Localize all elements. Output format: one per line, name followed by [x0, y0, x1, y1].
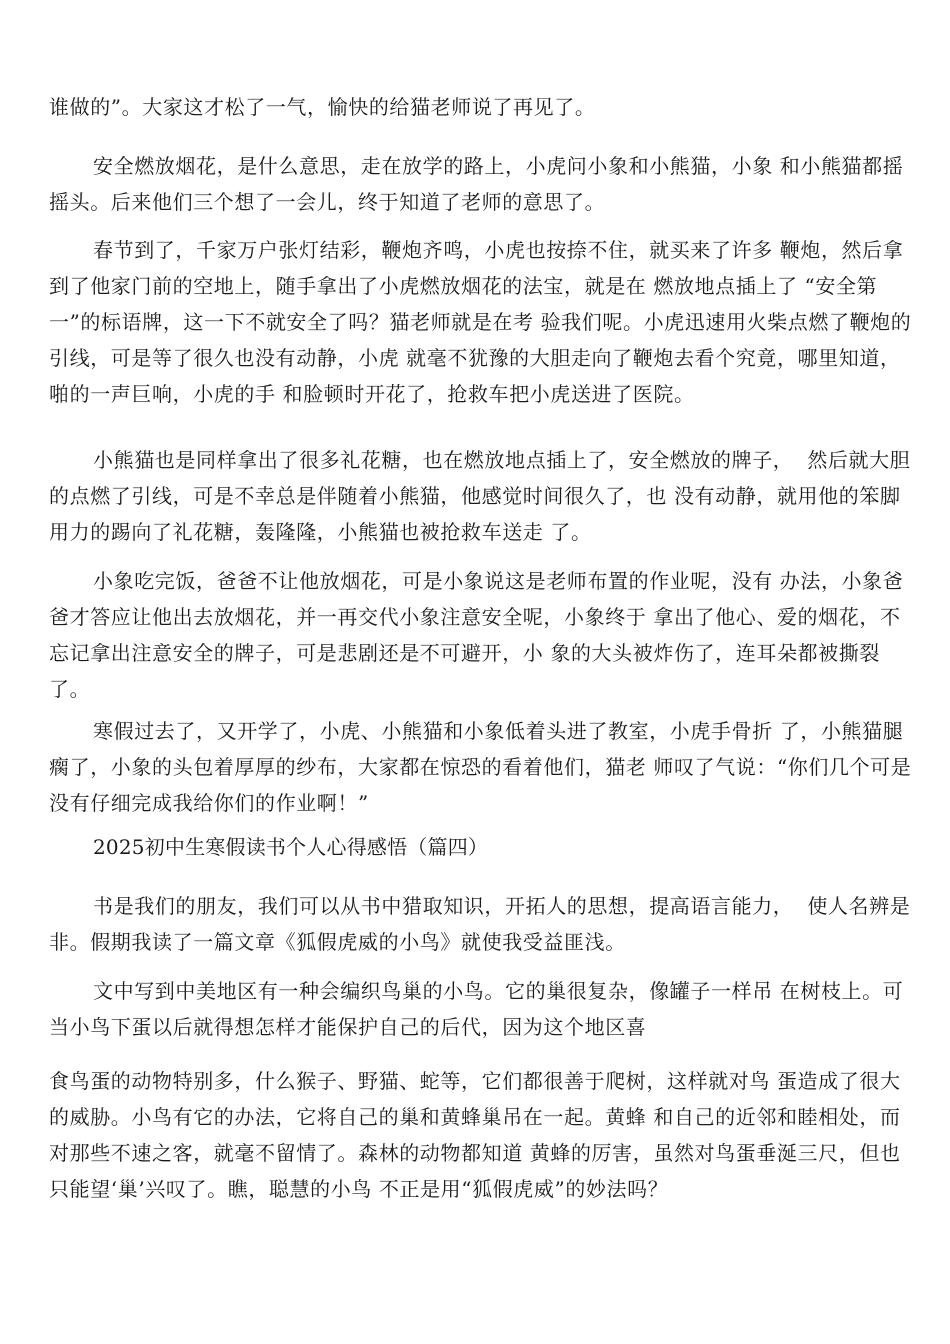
paragraph-1: 谁做的”。大家这才松了一气，愉快的给猫老师说了再见了。 [49, 95, 596, 119]
paragraph-5: 小象吃完饭，爸爸不让他放烟花，可是小象说这是老师布置的作业呢，没有 办法，小象爸爸才答应让他出去放烟花，并一再交代小象注意安全呢，小象终于 拿出了他心、爱的烟花，不忘记拿出注意安全的牌子，可是悲剧还是不可避开，小 象的大头被炸伤了，连耳朵都被撕裂了。 [49, 569, 904, 701]
paragraph-2: 安全燃放烟花，是什么意思，走在放学的路上，小虎问小象和小熊猫，小象 和小熊猫都摇摇头。后来他们三个想了一会儿，终于知道了老师的意思了。 [49, 154, 904, 214]
paragraph-block-3 [49, 232, 915, 412]
paragraph-continuation [49, 89, 915, 125]
paragraph-3: 春节到了，千家万户张灯结彩，鞭炮齐鸣，小虎也按捺不住，就买来了许多 鞭炮，然后拿到了他家门前的空地上，随手拿出了小虎燃放烟花的法宝，就是在 燃放地点插上了 “安全第一”的标语牌，这一下不就安全了吗？猫老师就是在考 验我们呢。小虎迅速用火柴点燃了鞭炮的引线，可是等了很久也没有动静，小虎 就毫不犹豫的大胆走向了鞭炮去看个究竟，哪里知道，啪的一声巨响，小虎的手 和脸顿时开花了，抢救车把小虎送进了医院。 [49, 238, 912, 406]
paragraph-9: 文中写到中美地区有一种会编织鸟巢的小鸟。它的巢很复杂，像罐子一样吊 在树枝上。可当小鸟下蛋以后就得想怎样才能保护自己的后代，因为这个地区喜 [49, 979, 904, 1039]
paragraph-block-6 [49, 713, 915, 821]
paragraph-6: 寒假过去了，又开学了，小虎、小熊猫和小象低着头进了教室，小虎手骨折 了，小熊猫腿瘸了，小象的头包着厚厚的纱布，大家都在惊恐的看着他们，猫老 师叹了气说：“你们几个可是没有仔细完成我给你们的作业啊！” [49, 719, 912, 815]
paragraph-block-8 [49, 888, 915, 960]
paragraph-block-9 [49, 973, 915, 1045]
paragraph-4: 小熊猫也是同样拿出了很多礼花糖，也在燃放地点插上了，安全燃放的牌子， 然后就大胆的点燃了引线，可是不幸总是伴随着小熊猫，他感觉时间很久了，也 没有动静，就用他的笨脚用力的踢向了礼花糖，轰隆隆，小熊猫也被抢救车送走 了。 [49, 448, 911, 544]
paragraph-block-2 [49, 148, 915, 220]
paragraph-8: 书是我们的朋友，我们可以从书中猎取知识，开拓人的思想，提高语言能力， 使人名辨是非。假期我读了一篇文章《狐假虎威的小鸟》就使我受益匪浅。 [49, 894, 911, 954]
paragraph-block-4 [49, 442, 915, 550]
paragraph-10: 食鸟蛋的动物特别多，什么猴子、野猫、蛇等，它们都很善于爬树，这样就对鸟 蛋造成了很大的威胁。小鸟有它的办法，它将自己的巢和黄蜂巢吊在一起。黄蜂 和自己的近邻和睦相处，而对那些不速之客，就毫不留情了。森林的动物都知道 黄蜂的厉害，虽然对鸟蛋垂涎三尺，但也只能望‘巢’兴叹了。瞧，聪慧的小鸟 不正是用“狐假虎威”的妙法吗？ [49, 1069, 901, 1201]
paragraph-block-5 [49, 563, 915, 707]
paragraph-block-10 [49, 1063, 915, 1207]
section-heading: 2025初中生寒假读书个人心得感悟（篇四） [93, 835, 489, 859]
section-heading-block [49, 829, 915, 865]
